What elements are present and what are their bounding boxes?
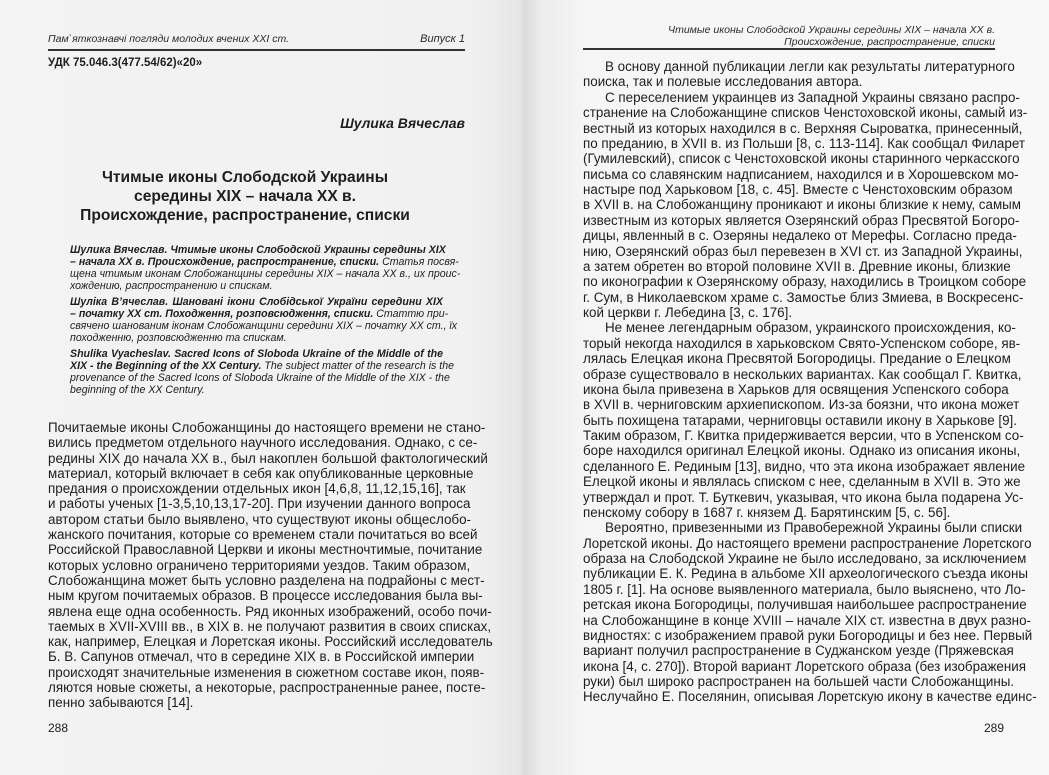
- abstract-line: [70, 332, 443, 344]
- text-line: предания о происхождении отдельных икон [4,6,8, 11,12,15,16], так: [48, 481, 466, 497]
- running-head-issue: Випуск 1: [420, 33, 465, 45]
- abstract-title-text: – початку XX ст. Походження, розповсюдження, списки.: [70, 308, 374, 320]
- text-line: нию, Озерянский образ был перевезен в XVI ст. из Западной Украины,: [583, 243, 1023, 259]
- author-name: Шулика Вячеслав: [340, 115, 465, 131]
- abstracts: [70, 244, 461, 400]
- text-line: происходят значительные изменения в сюжетном составе икон, появ-: [48, 664, 485, 680]
- text-line: (Гумилевский), список с Ченстоховской иконы старинного черкасского: [583, 151, 1020, 167]
- page-number: 289: [984, 721, 1005, 735]
- running-head-line: Происхождение, распространение, списки: [784, 36, 995, 48]
- text-line: быть похищена татарами, черниговцы оставили икону в Харькове [9].: [583, 412, 1017, 428]
- text-line: по иконографии к Озерянскому образу, находились в Троицком соборе: [583, 274, 1027, 290]
- running-head-article: [668, 24, 995, 48]
- text-line: в XVII в. черниговским архиепископом. Из-за боязни, что икона может: [583, 397, 1020, 413]
- text-line: пенно забываются [14].: [48, 695, 194, 711]
- abstract-line: [70, 256, 459, 268]
- left-body-text: [48, 420, 493, 711]
- text-line: Лоретской иконы. До настоящего времени распространение Лоретского: [583, 535, 1032, 551]
- text-line: странение на Слобожанщине списков Ченстоховской иконы, самый из-: [583, 105, 1028, 121]
- abstract-title-text: Shulika Vyacheslav. Sacred Icons of Sloboda Ukraine of the Middle of the: [70, 348, 443, 360]
- text-line: боре находился оригинал Елецкой иконы. Однако из описания иконы,: [583, 443, 1021, 459]
- text-line: пенскому собору в 1687 г. князем Д. Барятинским [5, с. 56].: [583, 504, 951, 520]
- abstract-text: походженню, розповсюдженню та спискам.: [70, 332, 287, 344]
- text-line: известным из которых является Озерянский образ Пресвятой Богоро-: [583, 212, 1020, 228]
- text-line: таемых в XVII-XVIII вв., в XIX в. не получают развития в своих списках,: [48, 618, 492, 634]
- abstract-text: The subject matter of the research is the: [261, 360, 455, 372]
- text-line: письма со славянским надписанием, находился и в Хорошевском мо-: [583, 166, 1019, 182]
- title-line: Чтимые иконы Слободской Украины: [101, 169, 389, 186]
- abstract-line: [70, 280, 443, 292]
- text-line: Слобожанщина может быть условно разделена на подрайоны с мест-: [48, 572, 485, 588]
- text-line: и работы ученых [1-3,5,10,13,17-20]. При изучении данного вопроса: [48, 496, 471, 512]
- text-line: редины XIX до начала XX в., был накоплен большой фактологический: [48, 450, 488, 466]
- text-line: на Слобожанщине в конце XVIII – начале XIX ст. известна в двух разно-: [583, 612, 1031, 628]
- text-line: г. Сум, в Николаевском храме с. Замостье близ Змиева, в Воскресенс-: [583, 289, 1024, 305]
- text-line: в XVII в. на Слобожанщину проникают и иконы близкие к нему, самым: [583, 197, 1021, 213]
- text-line: лялась Елецкая икона Пресвятой Богородицы. Предание о Елецком: [583, 351, 1011, 367]
- text-line: образа на Слободской Украине не было исследовано, за исключением: [583, 551, 1027, 566]
- abstract-line: [70, 308, 449, 320]
- abstract-block: [70, 296, 458, 344]
- header-rule: [48, 49, 465, 51]
- text-line: Почитаемые иконы Слобожанщины до настоящего времени не стано-: [48, 420, 486, 435]
- paragraph: [583, 320, 1026, 520]
- right-body-text: [583, 59, 1037, 705]
- text-line: по преданию, в XVII в. из Польши [8, с. 113-114]. Как сообщал Филарет: [583, 135, 1025, 151]
- paragraph: [583, 520, 1037, 705]
- text-line: жанского почитания, которые со временем стали почитаться во всей: [48, 527, 478, 543]
- text-line: которых условно ограничено территориями уездов. Таким образом,: [48, 557, 471, 573]
- text-line: Елецкой иконы и являлась списком с нее, сделанным в XVII в. Это же: [583, 474, 1021, 490]
- text-line: как, например, Елецкая и Лоретская иконы. Российский исследователь: [48, 634, 493, 650]
- text-line: ным кругом почитаемых образов. В процессе исследования была вы-: [48, 588, 483, 604]
- abstract-line: [70, 268, 461, 280]
- text-line: икона была привезена в Харьков для освящения Успенского собора: [583, 381, 1009, 397]
- text-line: автором статьи было выявлено, что существуют иконы общеслобо-: [48, 511, 471, 527]
- abstract-title-text: XIX - the Beginning of the XX Century.: [70, 360, 262, 372]
- running-head-line: Чтимые иконы Слободской Украины середины XIX – начала XX в.: [668, 24, 995, 36]
- abstract-line: [70, 244, 446, 256]
- text-line: вариант получил распространение в Суджанском уезде (Пряжевская: [583, 643, 1014, 659]
- abstract-block: [70, 348, 455, 396]
- text-line: настыре под Харьковом [18, с. 45]. Вместе с Ченстоховским образом: [583, 182, 1013, 197]
- text-line: видностях: с изображением правой руки Богородицы и без нее. Первый: [583, 627, 1033, 643]
- abstract-line: [70, 348, 443, 360]
- text-line: руки) был широко распространен на большей части Слобожанщины.: [583, 674, 1015, 689]
- text-line: образе существовало в нескольких вариантах. Как сообщал Г. Квитка,: [583, 366, 1022, 382]
- text-line: торый некогда находился в харьковском Свято-Успенском соборе, яв-: [583, 335, 1021, 351]
- text-line: вестный из которых находился в с. Верхняя Сыроватка, принесенный,: [583, 120, 1023, 136]
- abstract-title-text: Шулика Вячеслав. Чтимые иконы Слободской Украины середины XIX: [70, 244, 446, 256]
- title-line: Происхождение, распространение, списки: [80, 207, 410, 224]
- abstract-text: Статья посвя-: [379, 256, 459, 268]
- right-page-289: [525, 0, 1049, 775]
- text-line: вились предметом отдельного научного исследования. Однако, с се-: [48, 435, 478, 451]
- text-line: материал, который включает в себя как опубликованные церковные: [48, 465, 474, 481]
- udk-code: УДК 75.046.3(477.54/62)«20»: [48, 57, 203, 69]
- text-line: Таким образом, Г. Квитка придерживается версии, что в Успенском со-: [583, 428, 1024, 443]
- text-line: поиска, так и полевые исследования автора.: [583, 74, 863, 90]
- abstract-line: [70, 384, 443, 396]
- text-line: 1805 г. [1]. На основе выявленного материала, было выяснено, что Ло-: [583, 581, 1026, 597]
- text-line: ретская икона Богородицы, получившая наибольшее распространение: [583, 597, 1027, 613]
- abstract-text: щена чтимым иконам Слобожанщины середины XIX – начала XX в., их проис-: [70, 268, 461, 280]
- abstract-text: Статтю при-: [373, 308, 449, 320]
- paragraph: [583, 89, 1028, 321]
- text-line: ляются новые сюжеты, а некоторые, распространенные ранее, посте-: [48, 680, 486, 696]
- paragraph: [583, 59, 1015, 90]
- text-line: С переселением украинцев из Западной Украины связано распро-: [605, 89, 1020, 105]
- text-line: В основу данной публикации легли как результаты литературного: [605, 59, 1015, 74]
- text-line: а затем обретен во второй половине XVII в. Древние иконы, близкие: [583, 258, 1011, 274]
- article-title: [48, 168, 442, 225]
- text-line: икона [4, с. 270]). Второй вариант Лоретского образа (без изображения: [583, 658, 1026, 674]
- text-line: кой церкви г. Лебедина [3, с. 176].: [583, 305, 793, 320]
- paragraph: [48, 420, 493, 711]
- abstract-line: [70, 296, 443, 308]
- title-line: середины XIX – начала XX в.: [134, 188, 356, 205]
- abstract-title-text: – начала XX в. Происхождение, распространение, списки.: [70, 256, 380, 268]
- text-line: утверждал и прот. Т. Буткевич, указывая, что икона была подарена Ус-: [583, 489, 1024, 505]
- abstract-line: [70, 320, 458, 332]
- abstract-line: [70, 372, 450, 384]
- text-line: публикации Е. К. Редина в альбоме XII археологического съезда иконы: [583, 566, 1029, 582]
- text-line: явлена еще одна особенность. Ряд иконных изображений, особо почи-: [48, 603, 492, 619]
- text-line: Неслучайно Е. Поселянин, описывая Лоретскую икону в качестве единс-: [583, 689, 1037, 705]
- page-number: 288: [48, 721, 69, 735]
- abstract-text: хождению, распространению и спискам.: [70, 280, 273, 292]
- abstract-text: beginning of the XX Century.: [70, 384, 205, 396]
- running-head-journal: Пам`яткознавчі погляди молодих вчених XXI ст.: [48, 33, 289, 45]
- abstract-text: provenance of the Sacred Icons of Sloboda Ukraine of the Middle of the XIX - the: [70, 372, 450, 384]
- header-rule: [583, 48, 995, 50]
- text-line: Не менее легендарным образом, украинского происхождения, ко-: [605, 320, 1016, 336]
- text-line: сделанного Е. Рединым [13], видно, что эта икона изображает явление: [583, 458, 1026, 474]
- abstract-block: [70, 244, 461, 292]
- text-line: Российской Православной Церкви и иконы местночтимые, почитание: [48, 542, 483, 558]
- text-line: Вероятно, привезенными из Правобережной Украины были списки: [605, 520, 1023, 536]
- abstract-text: свячено шанованим іконам Слобожанщини середини XIX – початку XX ст., їх: [70, 320, 458, 332]
- text-line: Б. В. Сапунов отмечал, что в середине XIX в. в Российской империи: [48, 649, 475, 665]
- abstract-line: [70, 360, 455, 372]
- text-line: дицы, явленный в с. Озеряны недалеко от Мерефы. Согласно преда-: [583, 228, 1017, 244]
- abstract-title-text: Шуліка В’ячеслав. Шановані ікони Слобідської України середини XIX: [70, 296, 443, 308]
